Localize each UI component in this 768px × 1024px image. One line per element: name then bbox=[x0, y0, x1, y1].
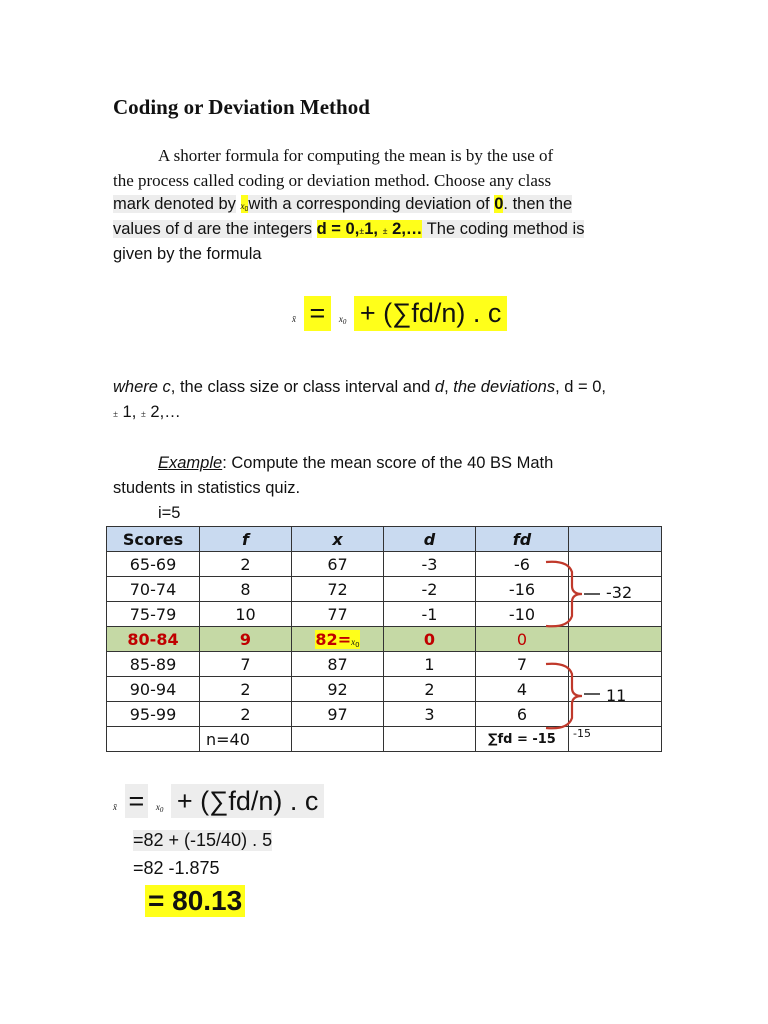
integers-highlight: d = 0,±1, ± 2,… bbox=[316, 220, 423, 238]
total-fd: ∑fd = -15 bbox=[476, 727, 569, 752]
solution-result: = 80.13 bbox=[145, 885, 245, 917]
table-row: 90-94 2 92 2 4 bbox=[107, 677, 662, 702]
mean-formula: x̄ = $x_0 + (\sum fd/n)$ . c bbox=[292, 296, 507, 331]
deviation-zero: 0 bbox=[494, 195, 504, 213]
total-side: -15 bbox=[569, 727, 662, 752]
intro-line-3: mark denoted by x0with a corresponding deviation of 0. then the bbox=[113, 195, 573, 213]
intro-line-1: A shorter formula for computing the mean is by the use of bbox=[158, 146, 554, 165]
table-row: 65-69 2 67 -3 -6 bbox=[107, 552, 662, 577]
table-row: 75-79 10 77 -1 -10 bbox=[107, 602, 662, 627]
total-n: n=40 bbox=[200, 727, 292, 752]
class-interval: i=5 bbox=[158, 504, 181, 522]
brace-lower-label: 11 bbox=[606, 686, 627, 705]
solution-step-2: =82 -1.875 bbox=[133, 858, 220, 878]
xbar-symbol: x̄ bbox=[292, 314, 296, 324]
intro-line-2: the process called coding or deviation method. Choose any class bbox=[113, 171, 552, 190]
solution-step-1: =82 + (-15/40) . 5 bbox=[133, 830, 273, 850]
where-line-1: where c, the class size or class interval and d, the deviations, d = 0, bbox=[113, 378, 607, 396]
table-row: 95-99 2 97 3 6 bbox=[107, 702, 662, 727]
x0-symbol: $x_0$ bbox=[338, 314, 347, 326]
page-title: Coding or Deviation Method bbox=[113, 95, 370, 119]
intro-line-4: values of d are the integers d = 0,±1, ± 2,… The coding method is bbox=[113, 220, 585, 238]
x0-symbol: x0 bbox=[241, 195, 249, 213]
example-line-2: students in statistics quiz. bbox=[113, 479, 301, 497]
table-header: Scores f x d fd bbox=[107, 527, 662, 552]
origin-x-value: 82=x0 bbox=[315, 629, 360, 649]
table-row-origin: 80-84 9 82=x0 0 0 bbox=[107, 627, 662, 652]
brace-upper-label: -32 bbox=[606, 583, 633, 602]
table-row: 85-89 7 87 1 7 bbox=[107, 652, 662, 677]
intro-line-5: given by the formula bbox=[113, 245, 262, 263]
table-row: 70-74 8 72 -2 -16 bbox=[107, 577, 662, 602]
where-line-2: ± 1, ± 2,… bbox=[113, 403, 181, 421]
mean-formula-solution: x̄ = $x_0 + (\sum fd/n)$ . c bbox=[113, 786, 324, 817]
example-line-1: Example: Compute the mean score of the 40 BS Math bbox=[158, 454, 554, 472]
